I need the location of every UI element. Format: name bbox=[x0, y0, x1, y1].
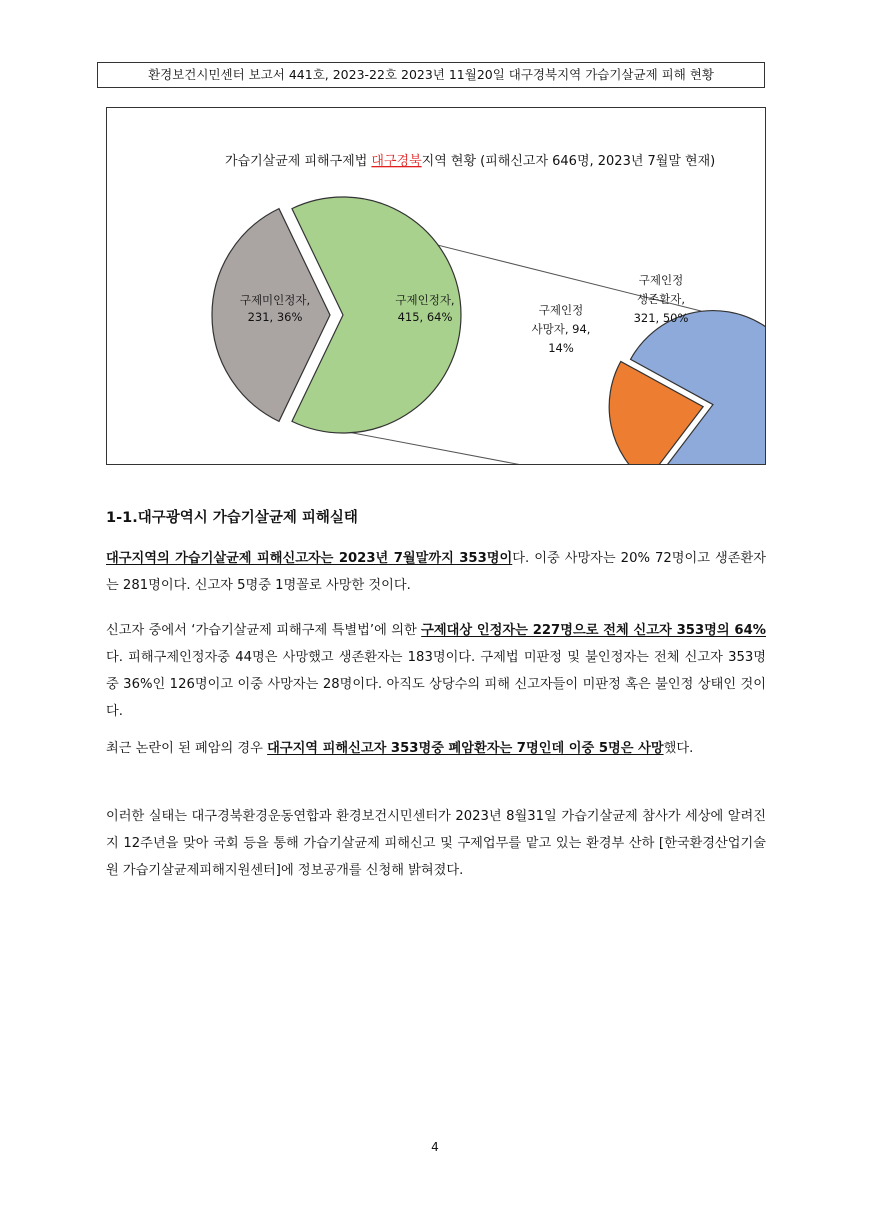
label-recognized: 구제인정자, 415, 64% bbox=[395, 293, 455, 324]
label-unrecognized: 구제미인정자, 231, 36% bbox=[239, 293, 311, 324]
chart-title-prefix: 가습기살균제 피해구제법 bbox=[225, 154, 372, 169]
report-header bbox=[97, 62, 765, 88]
report-header-text: 환경보건시민센터 보고서 441호, 2023-22호 2023년 11월20일 대구경북지역 가습기살균제 피해 현황 bbox=[148, 67, 714, 82]
paragraph-2 bbox=[106, 617, 766, 725]
paragraph-3-highlight: 대구지역 피해신고자 353명중 폐암환자는 7명인데 이중 5명은 사망 bbox=[267, 741, 664, 756]
chart-title-highlight: 대구경북 bbox=[371, 154, 422, 169]
chart-frame bbox=[106, 107, 766, 465]
paragraph-2-start: 신고자 중에서 ‘가습기살균제 피해구제 특별법’에 의한 bbox=[106, 623, 422, 638]
paragraph-2-rest: 다. 피해구제인정자중 44명은 사망했고 생존환자는 183명이다. 구제법 미판정 및 불인정자는 전체 신고자 353명중 36%인 126명이고 이중 사망자는 28명이다. 아직도 상당수의 피해 신고자들이 미판정 혹은 불인정 상태인 것이다. bbox=[106, 650, 766, 719]
section-heading: 1-1.대구광역시 가습기살균제 피해실태 bbox=[106, 510, 358, 526]
page-number: 4 bbox=[431, 1140, 439, 1154]
label-deceased: 구제인정 사망자, 94, 14% bbox=[531, 303, 591, 355]
paragraph-4: 이러한 실태는 대구경북환경운동연합과 환경보건시민센터가 2023년 8월31일 가습기살균제 참사가 세상에 알려진 지 12주년을 맞아 국회 등을 통해 가습기살균제 피해신고 및 구제업무를 맡고 있는 환경부 산하 [한국환경산업기술원 가습기살균제피해지원센터]에 정보공개를 신청해 밝혀졌다. bbox=[106, 809, 766, 878]
paragraph-1-highlight: 대구지역의 가습기살균제 피해신고자는 2023년 7월말까지 353명이 bbox=[106, 551, 513, 566]
chart-title-suffix: 지역 현황 (피해신고자 646명, 2023년 7월말 현재) bbox=[421, 154, 716, 169]
paragraph-1-rest: 다. 이중 사망자는 20% 72명이고 생존환자는 281명이다. 신고자 5명중 1명꼴로 사망한 것이다. bbox=[106, 551, 766, 593]
pie-chart-figure bbox=[107, 108, 765, 464]
paragraph-3 bbox=[106, 735, 766, 762]
paragraph-3-start: 최근 논란이 된 폐암의 경우 bbox=[106, 741, 268, 756]
chart-title bbox=[225, 153, 715, 169]
label-survivors: 구제인정 생존환자, 321, 50% bbox=[633, 273, 689, 325]
paragraph-2-highlight: 구제대상 인정자는 227명으로 전체 신고자 353명의 64% bbox=[421, 623, 766, 638]
paragraph-1 bbox=[106, 545, 766, 599]
paragraph-3-rest: 했다. bbox=[663, 741, 694, 756]
